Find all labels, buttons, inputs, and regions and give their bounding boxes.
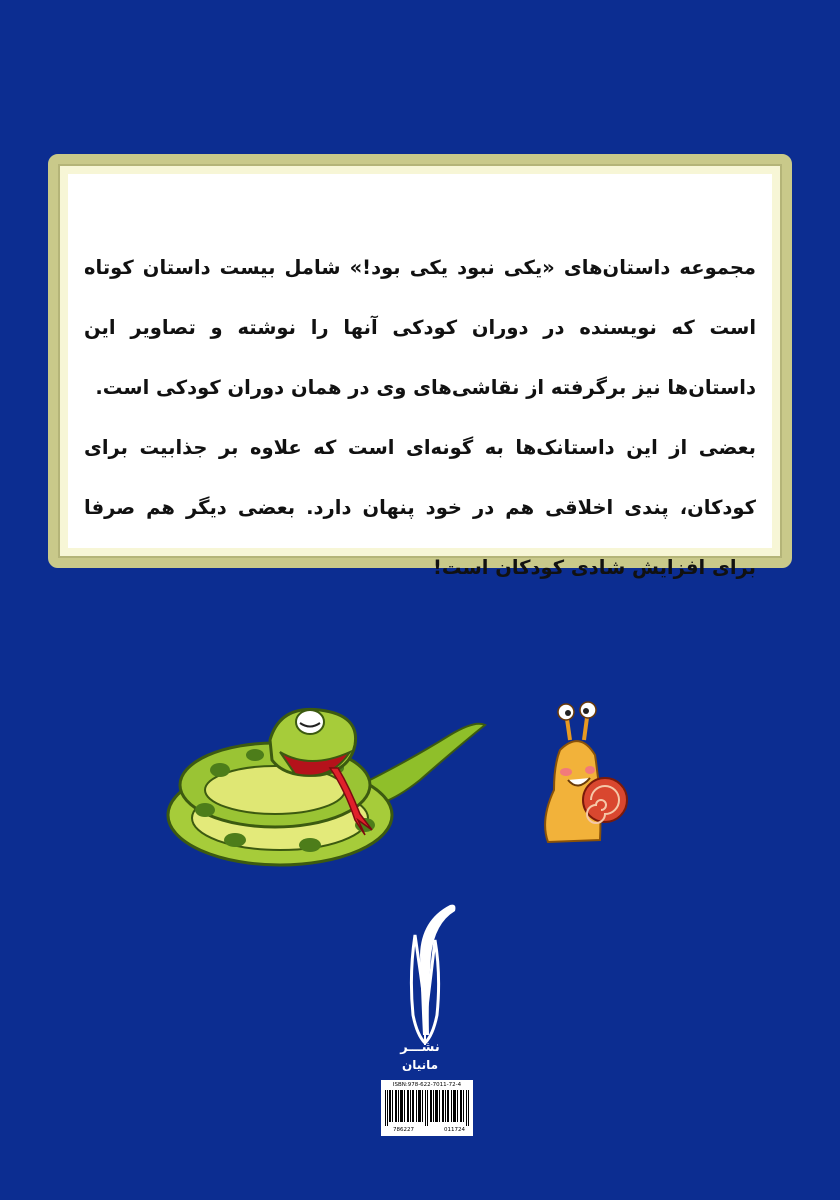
barcode-bars — [385, 1090, 469, 1126]
snake-illustration — [160, 690, 490, 870]
blurb-paragraph-2: بعضی از این داستانک‌ها به گونه‌ای است که علاوه بر جذابیت برای کودکان، پندی اخلاقی هم در خود پنهان دارد. بعضی دیگر هم صرفا برای افزایش شادی کودکان است! — [84, 436, 756, 579]
blurb-text — [84, 238, 756, 598]
barcode-left-digits: 786227 — [393, 1127, 414, 1133]
snail-illustration — [540, 700, 630, 850]
blurb-panel-inner — [68, 174, 772, 579]
blurb-panel — [48, 154, 792, 579]
publisher-label: نشـــر — [400, 1040, 440, 1055]
blurb-paragraph-1: مجموعه داستان‌های «یکی نبود یکی بود!» شامل بیست داستان کوتاه است که نویسنده در دوران کودکی آنها را نوشته و تصاویر این داستان‌ها نیز برگرفته از نقاشی‌های وی در همان دوران کودکی است. — [84, 256, 756, 399]
isbn-number: ISBN:978-622-7011-72-4 — [392, 1082, 462, 1088]
publisher-name: مانیان — [401, 1058, 439, 1072]
barcode-right-digits: 011724 — [444, 1127, 465, 1133]
isbn-barcode — [381, 1080, 473, 1136]
